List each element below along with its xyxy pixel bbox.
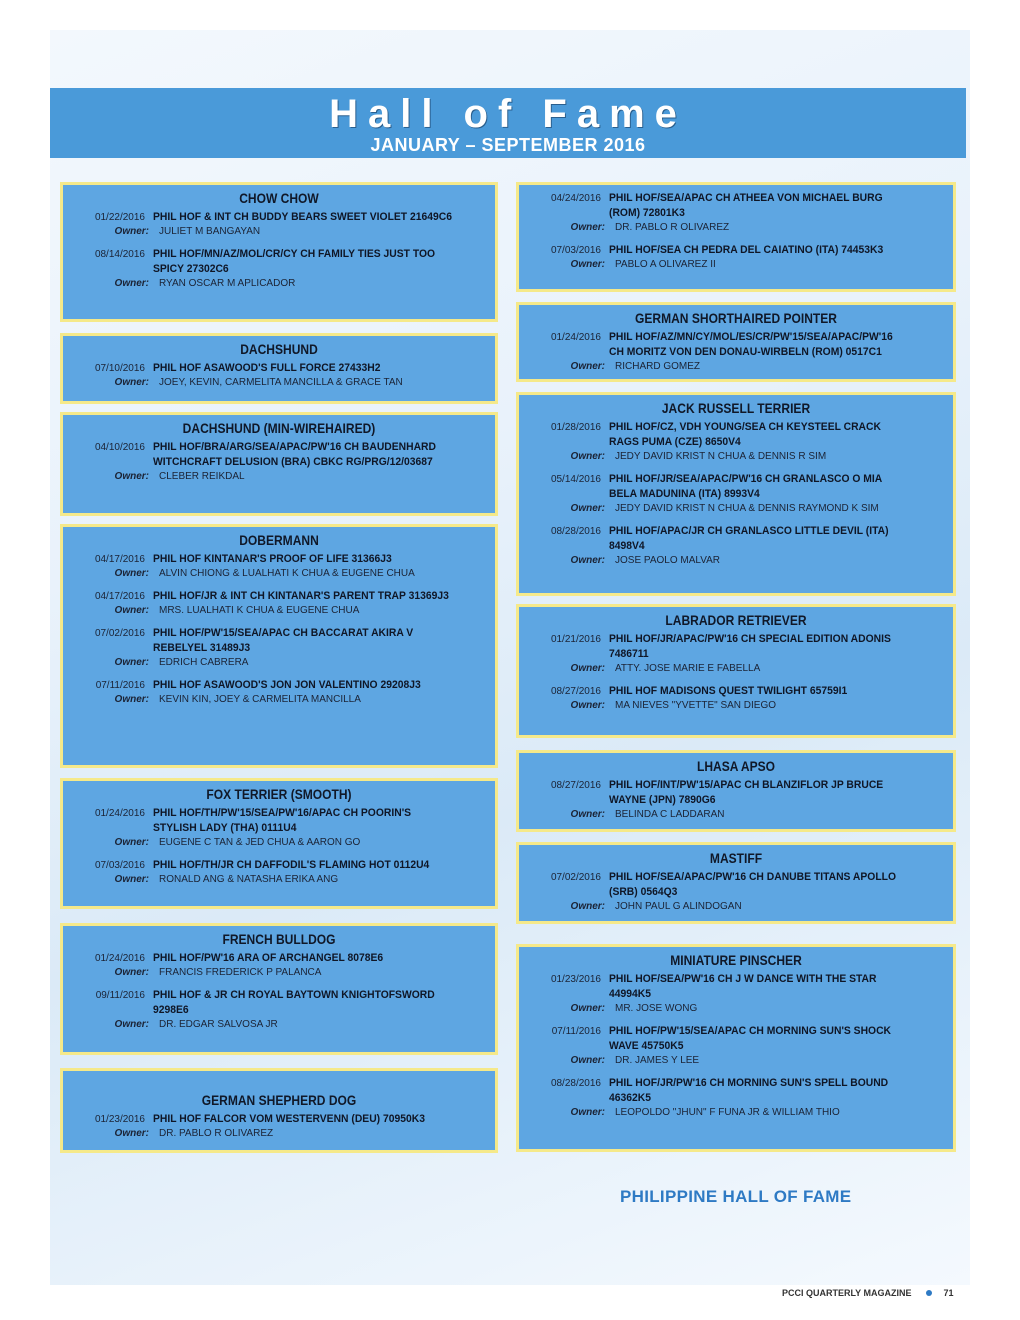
breed-box-german-shorthaired-pointer	[516, 302, 956, 382]
owner-name: FRANCIS FREDERICK P PALANCA	[159, 967, 322, 978]
entry-date: 07/11/2016	[95, 680, 145, 691]
entry-date: 01/24/2016	[94, 953, 145, 964]
owner-label: Owner:	[570, 451, 605, 462]
dog-name: PHIL HOF/INT/PW'15/APAC CH BLANZIFLOR JP BRUCE WAYNE (JPN) 7890G6	[609, 779, 884, 806]
owner-name: CLEBER REIKDAL	[159, 471, 245, 482]
owner-name: MR. JOSE WONG	[615, 1003, 698, 1014]
owner-name: MA NIEVES "YVETTE" SAN DIEGO	[615, 700, 777, 711]
owner-name: RICHARD GOMEZ	[615, 361, 700, 372]
owner-name: RYAN OSCAR M APLICADOR	[159, 278, 296, 289]
owner-name: MRS. LUALHATI K CHUA & EUGENE CHUA	[159, 605, 360, 616]
owner-label: Owner:	[114, 837, 149, 848]
owner-label: Owner:	[570, 1003, 605, 1014]
owner-label: Owner:	[570, 1055, 605, 1066]
dog-entry	[71, 247, 487, 291]
dog-name: PHIL HOF/SEA CH PEDRA DEL CAIATINO (ITA) 74453K3	[609, 244, 884, 256]
breed-box-jack-russell-terrier	[516, 392, 956, 596]
dog-name: PHIL HOF/JR/SEA/APAC/PW'16 CH GRANLASCO O MIA BELA MADUNINA (ITA) 8993V4	[609, 473, 883, 500]
dog-entry	[71, 626, 487, 670]
owner-name: DR. PABLO R OLIVAREZ	[615, 222, 730, 233]
dog-entry	[527, 472, 945, 516]
dog-entry	[71, 210, 487, 239]
dog-entry	[71, 361, 487, 390]
entry-date: 01/23/2016	[94, 1114, 145, 1125]
dog-entry	[71, 806, 487, 850]
dog-name: PHIL HOF/JR/PW'16 CH MORNING SUN'S SPELL BOUND 46362K5	[609, 1077, 889, 1104]
dog-entry	[527, 330, 945, 374]
dog-name: PHIL HOF/PW'15/SEA/APAC CH MORNING SUN'S SHOCK WAVE 45750K5	[609, 1025, 892, 1052]
breed-box-lhasa-apso	[516, 750, 956, 832]
owner-label: Owner:	[114, 605, 149, 616]
dog-name: PHIL HOF/MN/AZ/MOL/CR/CY CH FAMILY TIES JUST TOO SPICY 27302C6	[153, 248, 436, 275]
owner-label: Owner:	[114, 967, 149, 978]
entry-date: 01/22/2016	[94, 212, 145, 223]
dog-name: PHIL HOF/TH/JR CH DAFFODIL'S FLAMING HOT 0112U4	[153, 859, 430, 871]
dog-name: PHIL HOF/SEA/PW'16 CH J W DANCE WITH THE STAR 44994K5	[609, 973, 877, 1000]
owner-name: JULIET M BANGAYAN	[159, 226, 261, 237]
entry-date: 01/24/2016	[550, 332, 601, 343]
owner-label: Owner:	[570, 700, 605, 711]
page-number: 71	[943, 1288, 954, 1298]
dog-entry	[71, 951, 487, 980]
dog-entry	[71, 858, 487, 887]
owner-name: JOHN PAUL G ALINDOGAN	[615, 901, 742, 912]
owner-label: Owner:	[570, 222, 605, 233]
entry-date: 08/27/2016	[550, 780, 601, 791]
dog-entry	[71, 440, 487, 484]
owner-name: DR. EDGAR SALVOSA JR	[159, 1019, 278, 1030]
breed-box-labrador-retriever	[516, 604, 956, 738]
owner-name: EUGENE C TAN & JED CHUA & AARON GO	[159, 837, 361, 848]
owner-label: Owner:	[114, 226, 149, 237]
breed-title: DACHSHUND	[240, 341, 318, 357]
entry-date: 01/28/2016	[550, 422, 601, 433]
owner-label: Owner:	[570, 555, 605, 566]
dog-entry	[527, 778, 945, 822]
owner-name: BELINDA C LADDARAN	[615, 809, 725, 820]
entry-date: 07/10/2016	[94, 363, 145, 374]
breed-box-mastiff	[516, 842, 956, 924]
page-footer	[782, 1288, 954, 1298]
owner-label: Owner:	[114, 568, 149, 579]
breed-box-german-shepherd-dog	[60, 1068, 498, 1153]
breed-title: MINIATURE PINSCHER	[670, 952, 802, 968]
dog-name: PHIL HOF/JR/APAC/PW'16 CH SPECIAL EDITION ADONIS 7486711	[609, 633, 891, 660]
breed-title: LHASA APSO	[696, 758, 776, 774]
dog-entry	[71, 552, 487, 581]
owner-label: Owner:	[114, 694, 149, 705]
dog-entry	[527, 972, 945, 1016]
breed-title: FOX TERRIER (SMOOTH)	[206, 786, 352, 802]
breed-box-dachshund	[60, 333, 498, 404]
owner-name: LEOPOLDO "JHUN" F FUNA JR & WILLIAM THIO	[615, 1107, 840, 1118]
page-subtitle: JANUARY – SEPTEMBER 2016	[370, 135, 646, 155]
breed-title: GERMAN SHEPHERD DOG	[201, 1092, 357, 1108]
dog-name: PHIL HOF ASAWOOD'S FULL FORCE 27433H2	[153, 362, 381, 374]
bullet-icon	[926, 1290, 932, 1296]
owner-name: ALVIN CHIONG & LUALHATI K CHUA & EUGENE CHUA	[159, 568, 415, 579]
dog-entry	[527, 684, 945, 713]
dog-name: PHIL HOF/AZ/MN/CY/MOL/ES/CR/PW'15/SEA/APAC/PW'16 CH MORITZ VON DEN DONAU-WIRBELN (ROM) 0517C1	[609, 331, 893, 358]
owner-name: DR. PABLO R OLIVAREZ	[159, 1128, 274, 1139]
breed-box-dachshund-min-wirehaired	[60, 412, 498, 516]
owner-label: Owner:	[570, 361, 605, 372]
entry-date: 04/24/2016	[550, 193, 601, 204]
owner-label: Owner:	[114, 1128, 149, 1139]
dog-name: PHIL HOF/JR & INT CH KINTANAR'S PARENT TRAP 31369J3	[153, 590, 449, 602]
entry-date: 07/02/2016	[550, 872, 601, 883]
page-title: Hall of Fame	[329, 92, 687, 136]
owner-name: DR. JAMES Y LEE	[615, 1055, 700, 1066]
owner-label: Owner:	[114, 874, 149, 885]
entry-date: 05/14/2016	[550, 474, 601, 485]
dog-name: PHIL HOF MADISONS QUEST TWILIGHT 65759I1	[609, 685, 848, 697]
entry-date: 01/24/2016	[94, 808, 145, 819]
entry-date: 08/28/2016	[550, 1078, 601, 1089]
dog-entry	[527, 420, 945, 464]
entry-date: 01/23/2016	[550, 974, 601, 985]
dog-name: PHIL HOF/SEA/APAC CH ATHEEA VON MICHAEL BURG (ROM) 72801K3	[609, 192, 883, 219]
entry-date: 07/03/2016	[550, 245, 601, 256]
owner-label: Owner:	[114, 278, 149, 289]
dog-entry	[527, 191, 945, 235]
entry-date: 07/03/2016	[94, 860, 145, 871]
owner-label: Owner:	[570, 901, 605, 912]
dog-name: PHIL HOF & INT CH BUDDY BEARS SWEET VIOLET 21649C6	[153, 211, 452, 223]
footer-section-title: PHILIPPINE HALL OF FAME	[620, 1187, 852, 1206]
entry-date: 04/10/2016	[94, 442, 145, 453]
dog-entry	[71, 678, 487, 707]
dog-name: PHIL HOF/PW'16 ARA OF ARCHANGEL 8078E6	[153, 952, 384, 964]
breed-box-chow-chow	[60, 182, 498, 322]
owner-name: JEDY DAVID KRIST N CHUA & DENNIS RAYMOND K SIM	[615, 503, 879, 514]
dog-name: PHIL HOF FALCOR VOM WESTERVENN (DEU) 70950K3	[153, 1113, 425, 1125]
dog-entry	[527, 1076, 945, 1120]
entry-date: 07/02/2016	[94, 628, 145, 639]
owner-label: Owner:	[114, 377, 149, 388]
entry-date: 08/28/2016	[550, 526, 601, 537]
dog-entry	[527, 870, 945, 914]
entry-date: 01/21/2016	[550, 634, 601, 645]
breed-box-german-shepherd-continued	[516, 182, 956, 292]
breed-title: JACK RUSSELL TERRIER	[661, 400, 811, 416]
dog-entry	[527, 243, 945, 272]
dog-name: PHIL HOF & JR CH ROYAL BAYTOWN KNIGHTOFSWORD 9298E6	[153, 989, 435, 1016]
owner-label: Owner:	[114, 471, 149, 482]
dog-name: PHIL HOF KINTANAR'S PROOF OF LIFE 31366J3	[153, 553, 392, 565]
owner-label: Owner:	[570, 259, 605, 270]
entry-date: 08/14/2016	[94, 249, 145, 260]
dog-name: PHIL HOF ASAWOOD'S JON JON VALENTINO 29208J3	[153, 679, 421, 691]
entry-date: 09/11/2016	[95, 990, 145, 1001]
owner-label: Owner:	[570, 1107, 605, 1118]
breed-title: FRENCH BULLDOG	[222, 931, 336, 947]
entry-date: 04/17/2016	[94, 554, 145, 565]
breed-box-miniature-pinscher	[516, 944, 956, 1152]
breed-title: LABRADOR RETRIEVER	[665, 612, 807, 628]
owner-name: ATTY. JOSE MARIE E FABELLA	[615, 663, 761, 674]
owner-label: Owner:	[570, 663, 605, 674]
dog-entry	[527, 524, 945, 568]
entry-date: 04/17/2016	[94, 591, 145, 602]
breed-title: CHOW CHOW	[239, 190, 319, 206]
entry-date: 08/27/2016	[550, 686, 601, 697]
page-header	[50, 88, 966, 158]
breed-title: DACHSHUND (MIN-WIREHAIRED)	[182, 420, 376, 436]
owner-label: Owner:	[570, 503, 605, 514]
breed-title: MASTIFF	[709, 850, 763, 866]
breed-box-fox-terrier-smooth	[60, 778, 498, 909]
owner-label: Owner:	[114, 657, 149, 668]
owner-name: JEDY DAVID KRIST N CHUA & DENNIS R SIM	[615, 451, 827, 462]
breed-box-dobermann	[60, 524, 498, 768]
dog-name: PHIL HOF/APAC/JR CH GRANLASCO LITTLE DEVIL (ITA) 8498V4	[609, 525, 889, 552]
owner-label: Owner:	[570, 809, 605, 820]
breed-title: DOBERMANN	[239, 532, 319, 548]
dog-entry	[527, 632, 945, 676]
dog-entry	[527, 1024, 945, 1068]
owner-label: Owner:	[114, 1019, 149, 1030]
magazine-name: PCCI QUARTERLY MAGAZINE	[782, 1288, 912, 1298]
dog-entry	[71, 988, 487, 1032]
owner-name: JOSE PAOLO MALVAR	[615, 555, 721, 566]
dog-entry	[71, 1112, 487, 1141]
dog-name: PHIL HOF/CZ, VDH YOUNG/SEA CH KEYSTEEL CRACK RAGS PUMA (CZE) 8650V4	[609, 421, 881, 448]
dog-name: PHIL HOF/TH/PW'15/SEA/PW'16/APAC CH POORIN'S STYLISH LADY (THA) 0111U4	[153, 807, 412, 834]
breed-box-french-bulldog	[60, 923, 498, 1055]
dog-entry	[71, 589, 487, 618]
dog-name: PHIL HOF/SEA/APAC/PW'16 CH DANUBE TITANS APOLLO (SRB) 0564Q3	[609, 871, 897, 898]
dog-name: PHIL HOF/PW'15/SEA/APAC CH BACCARAT AKIRA V REBELYEL 31489J3	[153, 627, 414, 654]
owner-name: RONALD ANG & NATASHA ERIKA ANG	[159, 874, 339, 885]
breed-title: GERMAN SHORTHAIRED POINTER	[634, 310, 838, 326]
owner-name: KEVIN KIN, JOEY & CARMELITA MANCILLA	[159, 694, 361, 705]
owner-name: JOEY, KEVIN, CARMELITA MANCILLA & GRACE TAN	[159, 377, 403, 388]
owner-name: PABLO A OLIVAREZ II	[615, 259, 716, 270]
entry-date: 07/11/2016	[551, 1026, 601, 1037]
owner-name: EDRICH CABRERA	[159, 657, 249, 668]
dog-name: PHIL HOF/BRA/ARG/SEA/APAC/PW'16 CH BAUDENHARD WITCHCRAFT DELUSION (BRA) CBKC RG/PRG/12/03687	[153, 441, 436, 468]
